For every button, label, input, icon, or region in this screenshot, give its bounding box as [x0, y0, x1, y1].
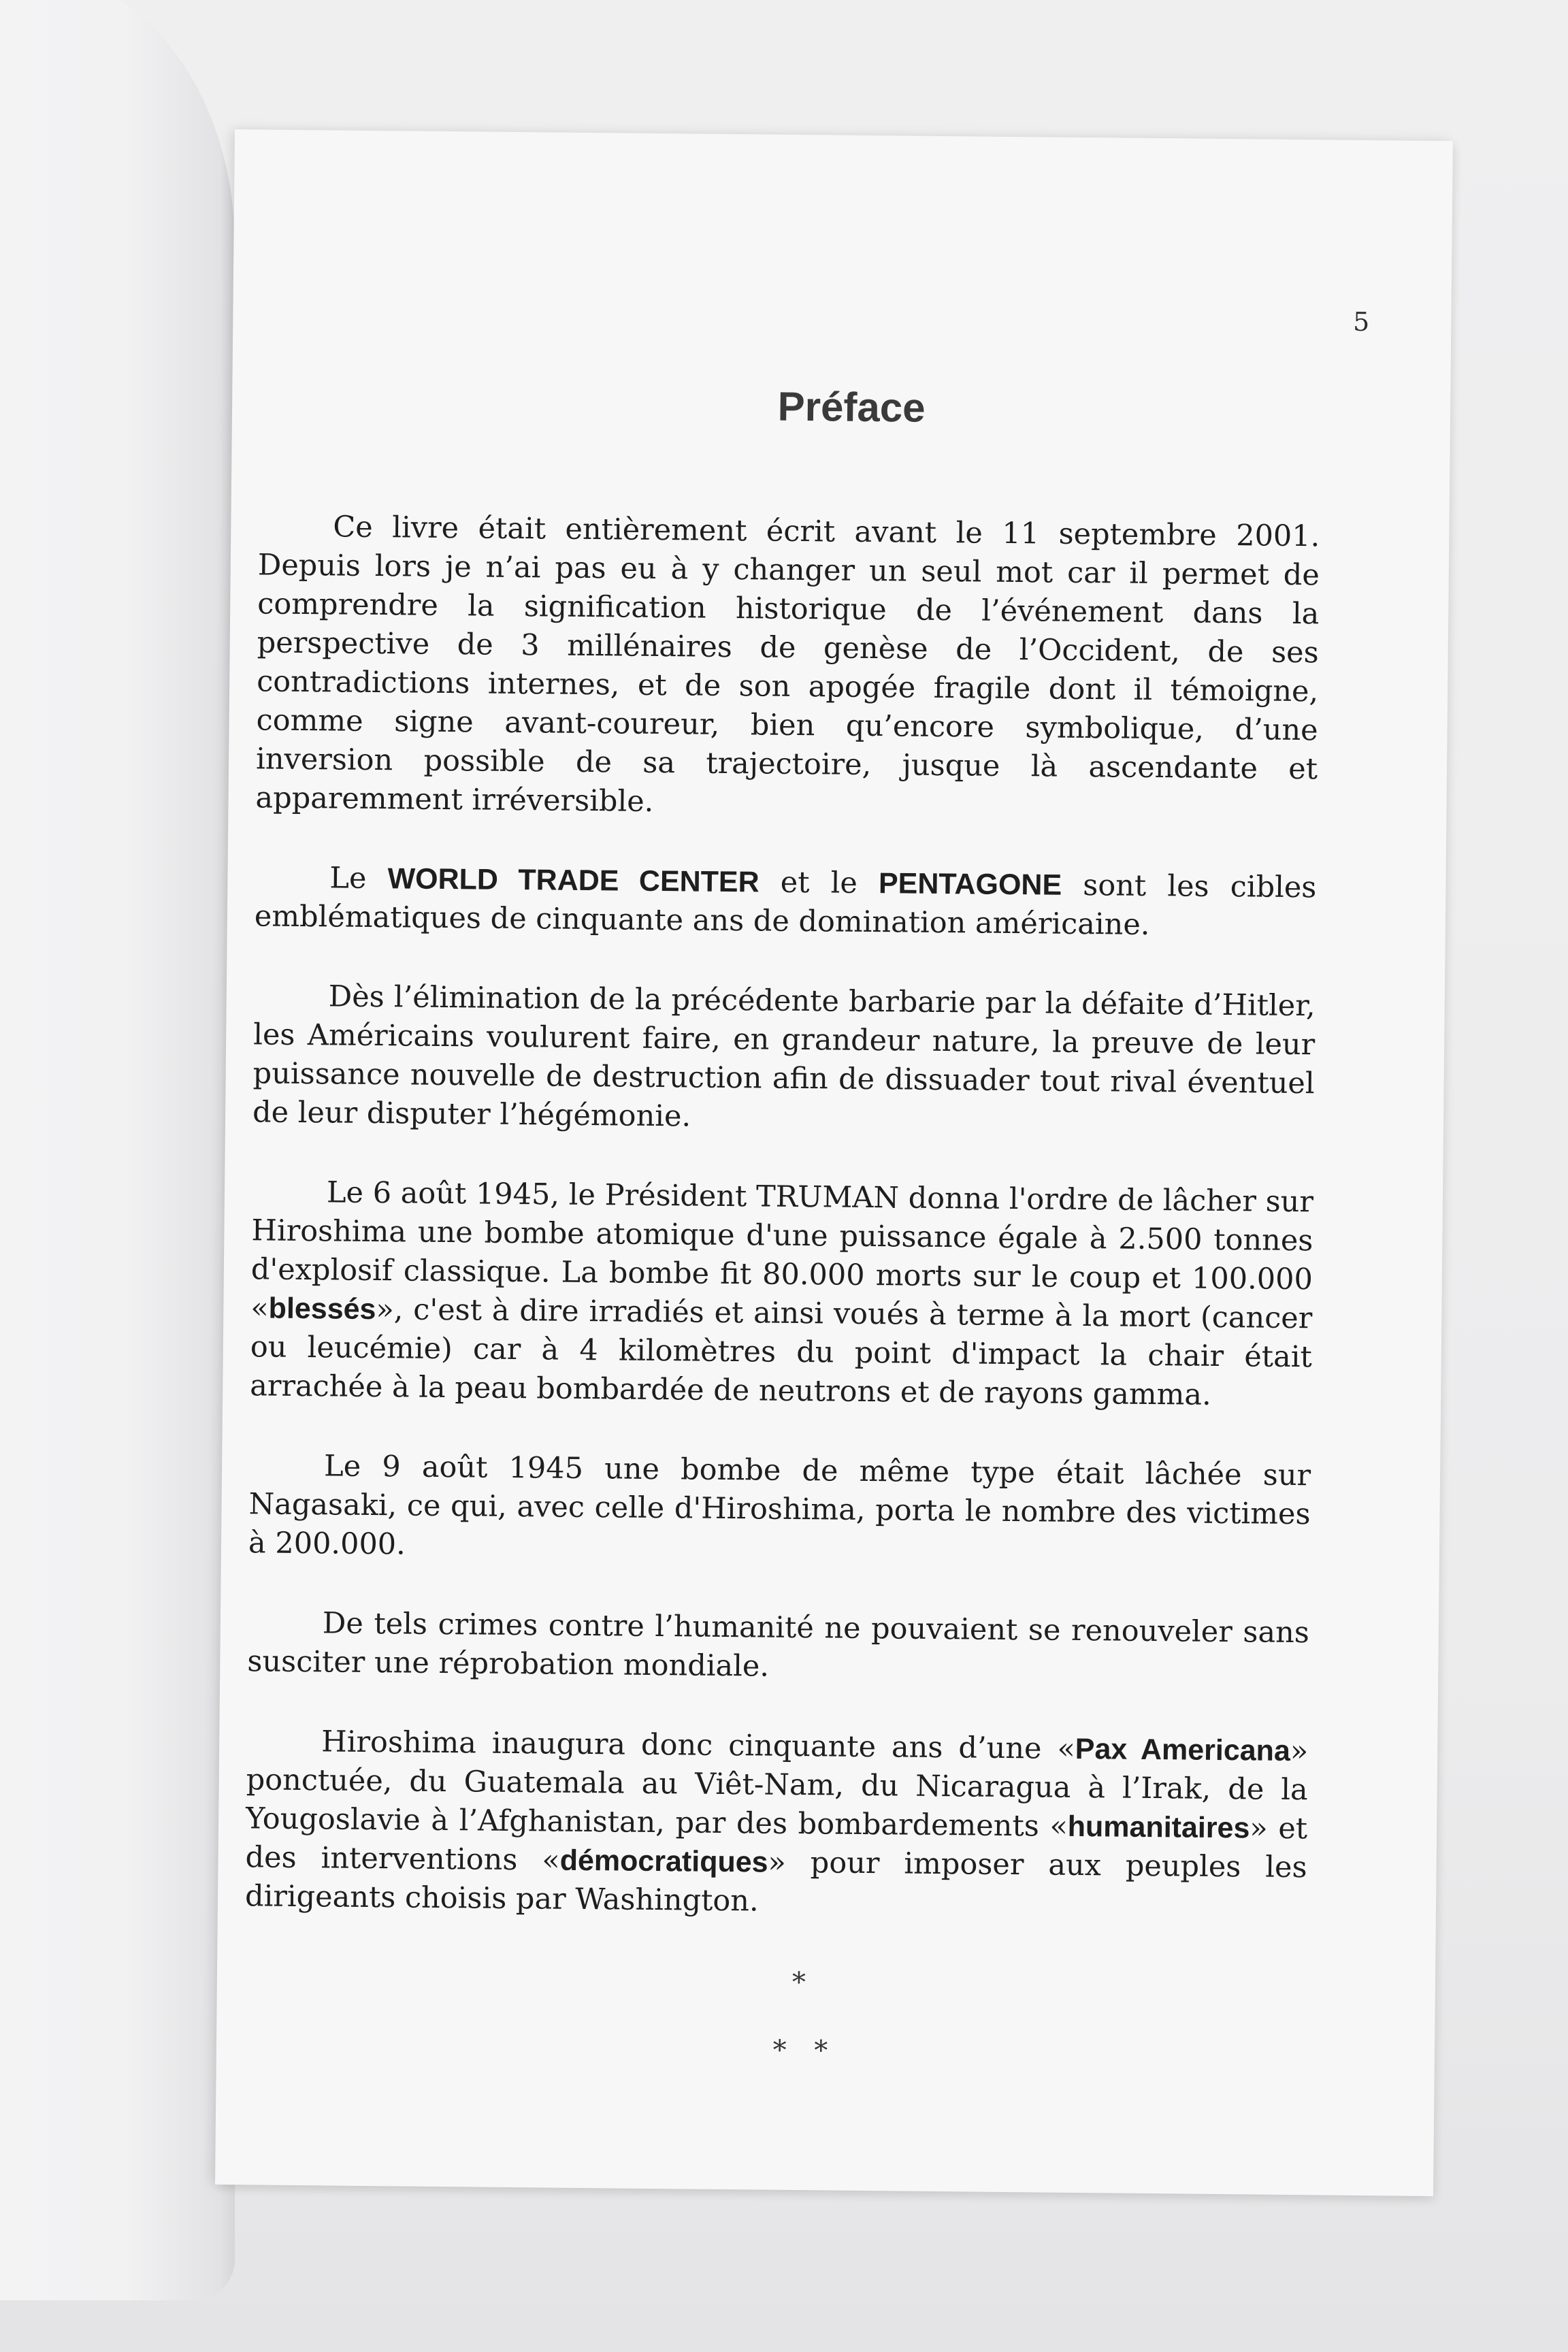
text-run: Le — [329, 861, 388, 896]
page-number: 5 — [1352, 306, 1370, 338]
paragraph-intro: Ce livre était entièrement écrit avant le 11 septembre 2001. Depuis lors je n’ai pas eu à y changer un seul mot car il permet de comprendre la signification historique de l’événement dans la perspective de 3 millénaires de genèse de l’Occident, de ses contradictions internes, et de son apogée fragile dont il témoigne, comme signe avant-coureur, bien qu’encore symbolique, d’une inversion possible de sa trajectoire, jusque là ascendante et apparemment irréversible. — [255, 510, 1320, 819]
ornament-asterisks: * * — [772, 2034, 838, 2067]
text-run: » ponctuée, du Guatemala au Viêt-Nam, du Nicaragua à l’Irak, de la Yougoslavie à l’Afghanistan, par des bombardements « — [245, 1733, 1309, 1844]
page-title: Préface — [777, 383, 926, 431]
ornament-asterisk: * — [791, 1966, 806, 1999]
text-run: Le 6 août 1945, le Président TRUMAN donna l'ordre de lâcher sur Hiroshima une bombe atomique d'une puissance égale à 2.500 tonnes d'explosif classique. La bombe fit 80.000 morts sur le coup et 100.000 « — [250, 1175, 1314, 1326]
text-run: », c'est à dire irradiés et ainsi voués à terme à la mort (cancer ou leucémie) car à 4 kilomètres du point d'impact la chair était arrachée à la peau bombardée de neutrons et de rayons gamma. — [250, 1292, 1313, 1412]
book-page — [215, 129, 1453, 2196]
text-run: et le — [759, 865, 879, 901]
pentagone-emphasis: PENTAGONE — [878, 867, 1062, 902]
text-run: » pour imposer aux peuples les dirigeants choisis par Washington. — [244, 1845, 1307, 1918]
paragraph-hiroshima — [250, 1173, 1313, 1416]
paragraph-crimes: De tels crimes contre l’humanité ne pouvaient se renouveler sans susciter une réprobation mondiale. — [247, 1606, 1310, 1684]
humanitaires-emphasis: humanitaires — [1067, 1810, 1250, 1845]
section-ornament — [244, 1957, 1306, 2076]
paragraph-nagasaki: Le 9 août 1945 une bombe de même type était lâchée sur Nagasaki, ce qui, avec celle d'Hiroshima, porta le nombre des victimes à 200.000. — [248, 1449, 1311, 1562]
text-run: » et des interventions « — [245, 1811, 1308, 1878]
paragraph-targets — [255, 858, 1317, 946]
pax-emphasis: Pax Americana — [1075, 1732, 1291, 1767]
paragraph-pax-americana — [245, 1722, 1309, 1926]
preface-body — [244, 507, 1320, 2076]
wtc-emphasis: WORLD TRADE CENTER — [387, 862, 760, 899]
blesses-emphasis: blessés — [268, 1292, 376, 1326]
paragraph-hitler: Dès l’élimination de la précédente barbarie par la défaite d’Hitler, les Américains voulurent faire, en grandeur nature, la preuve de leur puissance nouvelle de destruction afin de dissuader tout rival éventuel de leur disputer l’hégémonie. — [252, 979, 1316, 1134]
text-run: Hiroshima inaugura donc cinquante ans d’une « — [321, 1725, 1076, 1766]
facing-page — [0, 0, 235, 2300]
text-run: sont les cibles emblématiques de cinquante ans de domination américaine. — [254, 868, 1317, 942]
democratiques-emphasis: démocratiques — [559, 1844, 768, 1879]
